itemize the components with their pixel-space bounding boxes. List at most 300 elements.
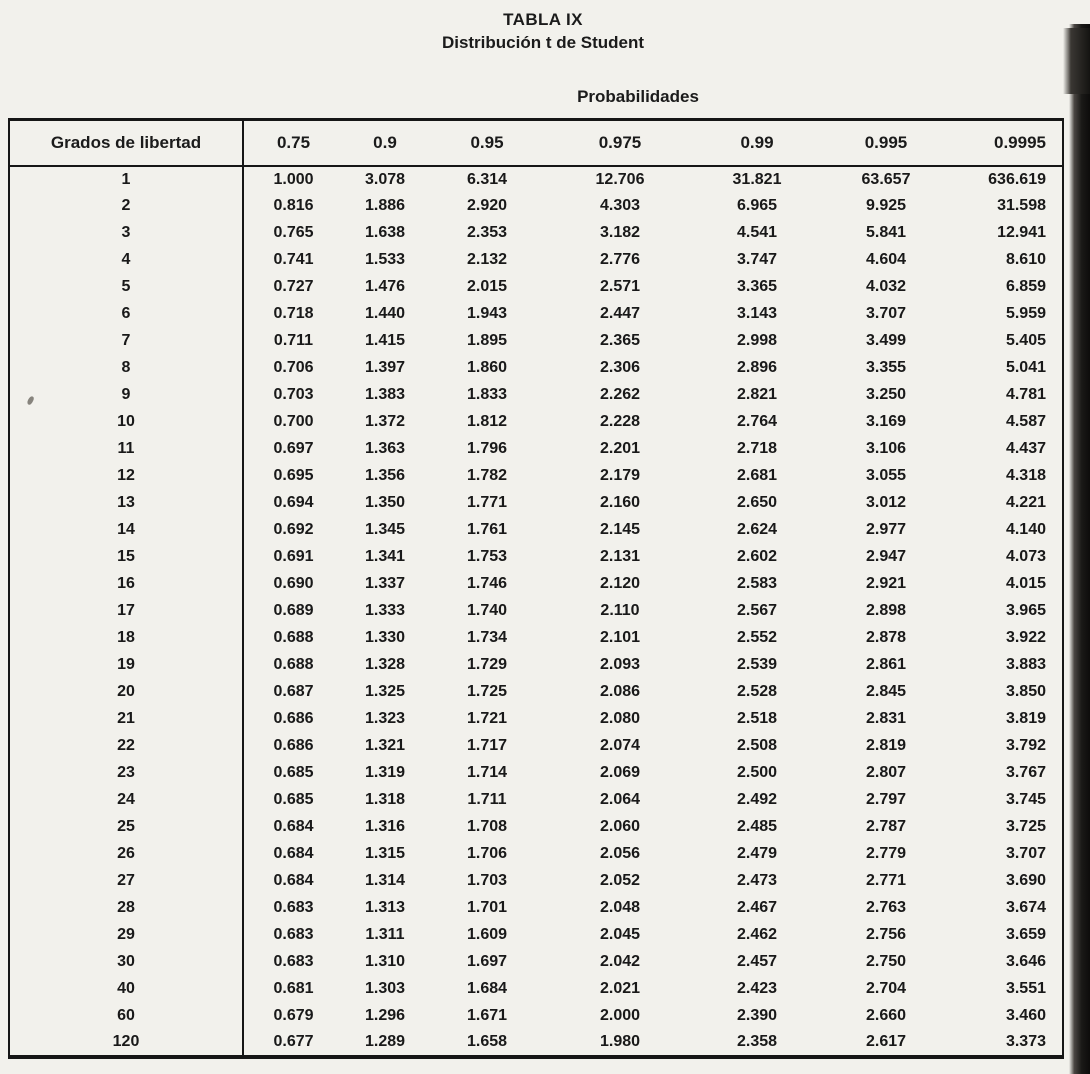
value-cell: 1.701: [466, 899, 508, 916]
value-cell: 31.821: [732, 170, 782, 188]
value-cell: 0.689: [273, 602, 314, 619]
value-cell: 1.310: [364, 953, 406, 970]
value-cell: 2.145: [599, 521, 641, 538]
table-row: [9, 1003, 1063, 1030]
df-cell: 26: [9, 841, 243, 868]
value-cell: 4.015: [1005, 575, 1046, 592]
header-row: [9, 120, 1063, 166]
value-cell: 5.405: [1005, 332, 1046, 349]
value-cell: 1.658: [466, 1033, 508, 1050]
value-cell: 1.812: [466, 413, 508, 430]
table-row: [9, 1030, 1063, 1057]
value-cell: 2.552: [736, 629, 778, 646]
value-cell: 2.898: [865, 602, 907, 619]
value-cell: 2.624: [736, 521, 778, 538]
value-cell: 1.860: [466, 359, 508, 376]
value-cell: 0.727: [273, 278, 314, 295]
probabilities-label: Probabilidades: [577, 87, 699, 106]
value-cell: 2.131: [599, 548, 641, 565]
value-cell: 1.313: [364, 899, 406, 916]
value-cell: 1.609: [466, 926, 508, 943]
value-cell: 3.551: [1005, 980, 1046, 997]
table-row: [9, 706, 1063, 733]
value-cell: 4.318: [1005, 467, 1046, 484]
value-cell: 1.315: [364, 845, 406, 862]
value-cell: 1.703: [466, 872, 508, 889]
value-cell: 1.714: [466, 764, 508, 781]
table-row: [9, 868, 1063, 895]
value-cell: 31.598: [997, 197, 1046, 214]
table-row: [9, 841, 1063, 868]
value-cell: 2.750: [865, 953, 907, 970]
prob-column-header: 0.9: [343, 120, 427, 166]
df-cell: 120: [9, 1030, 243, 1057]
table-row: [9, 301, 1063, 328]
df-cell: 29: [9, 922, 243, 949]
value-cell: 1.328: [364, 656, 406, 673]
value-cell: 2.000: [599, 1007, 641, 1024]
value-cell: 2.567: [736, 602, 778, 619]
value-cell: 2.861: [865, 656, 907, 673]
value-cell: 2.447: [599, 305, 641, 322]
value-cell: 0.688: [273, 629, 314, 646]
value-cell: 1.296: [364, 1007, 406, 1024]
value-cell: 1.717: [466, 737, 508, 754]
value-cell: 2.069: [599, 764, 641, 781]
df-cell: 24: [9, 787, 243, 814]
value-cell: 63.657: [861, 170, 911, 188]
value-cell: 1.711: [467, 791, 507, 808]
value-cell: 0.684: [273, 818, 314, 835]
value-cell: 2.485: [736, 818, 778, 835]
value-cell: 1.325: [364, 683, 406, 700]
prob-column-header: 0.75: [243, 120, 343, 166]
value-cell: 3.365: [736, 278, 778, 295]
df-cell: 16: [9, 571, 243, 598]
value-cell: 3.690: [1005, 872, 1046, 889]
value-cell: 3.659: [1005, 926, 1046, 943]
value-cell: 0.685: [273, 791, 314, 808]
value-cell: 1.321: [364, 737, 406, 754]
value-cell: 1.323: [364, 710, 406, 727]
value-cell: 2.074: [599, 737, 641, 754]
value-cell: 2.365: [599, 332, 641, 349]
value-cell: 3.707: [865, 305, 907, 322]
table-row: [9, 760, 1063, 787]
value-cell: 2.583: [736, 575, 778, 592]
table-row: [9, 274, 1063, 301]
value-cell: 2.048: [599, 899, 641, 916]
table-row: [9, 355, 1063, 382]
value-cell: 1.943: [466, 305, 508, 322]
value-cell: 4.437: [1005, 440, 1046, 457]
table-row: [9, 571, 1063, 598]
value-cell: 2.160: [599, 494, 641, 511]
value-cell: 1.729: [466, 656, 508, 673]
value-cell: 2.787: [865, 818, 907, 835]
value-cell: 2.896: [736, 359, 778, 376]
value-cell: 0.679: [273, 1007, 314, 1024]
table-row: [9, 436, 1063, 463]
value-cell: 2.101: [599, 629, 641, 646]
table-row: [9, 544, 1063, 571]
table-row: [9, 814, 1063, 841]
value-cell: 2.947: [865, 548, 907, 565]
t-distribution-table: [8, 118, 1064, 1059]
value-cell: 4.604: [865, 251, 907, 268]
value-cell: 1.886: [364, 197, 406, 214]
value-cell: 3.646: [1005, 953, 1046, 970]
value-cell: 2.756: [865, 926, 907, 943]
value-cell: 3.767: [1005, 764, 1046, 781]
value-cell: 1.319: [364, 764, 406, 781]
value-cell: 2.132: [466, 251, 508, 268]
prob-column-header: 0.9995: [951, 120, 1063, 166]
value-cell: 1.746: [466, 575, 508, 592]
value-cell: 3.965: [1005, 602, 1046, 619]
value-cell: 2.492: [736, 791, 778, 808]
value-cell: 2.660: [865, 1007, 907, 1024]
value-cell: 1.311: [365, 926, 405, 943]
df-cell: 6: [9, 301, 243, 328]
value-cell: 2.353: [466, 224, 508, 241]
value-cell: 1.753: [466, 548, 508, 565]
value-cell: 1.796: [466, 440, 508, 457]
df-cell: 22: [9, 733, 243, 760]
value-cell: 3.460: [1005, 1007, 1046, 1024]
page-subtitle: Distribución t de Student: [441, 33, 645, 52]
value-cell: 3.792: [1005, 737, 1046, 754]
value-cell: 0.687: [273, 683, 314, 700]
df-cell: 5: [9, 274, 243, 301]
df-cell: 9: [9, 382, 243, 409]
value-cell: 0.711: [273, 332, 314, 349]
df-cell: 7: [9, 328, 243, 355]
value-cell: 3.169: [865, 413, 907, 430]
df-cell: 3: [9, 220, 243, 247]
value-cell: 2.228: [599, 413, 641, 430]
value-cell: 3.055: [865, 467, 907, 484]
value-cell: 1.782: [466, 467, 508, 484]
table-row: [9, 679, 1063, 706]
value-cell: 2.080: [599, 710, 641, 727]
value-cell: 2.617: [865, 1033, 907, 1050]
df-column-header: Grados de libertad: [9, 120, 243, 166]
value-cell: 2.179: [599, 467, 641, 484]
value-cell: 4.221: [1005, 494, 1046, 511]
value-cell: 2.797: [865, 791, 907, 808]
value-cell: 3.182: [599, 224, 641, 241]
value-cell: 0.694: [273, 494, 314, 511]
df-cell: 14: [9, 517, 243, 544]
table-row: [9, 976, 1063, 1003]
table-row: [9, 949, 1063, 976]
value-cell: 1.725: [466, 683, 508, 700]
value-cell: 1.740: [466, 602, 508, 619]
value-cell: 2.042: [599, 953, 641, 970]
value-cell: 2.539: [736, 656, 778, 673]
value-cell: 1.356: [364, 467, 406, 484]
value-cell: 1.895: [466, 332, 508, 349]
value-cell: 2.500: [736, 764, 778, 781]
value-cell: 2.704: [865, 980, 907, 997]
value-cell: 1.372: [364, 413, 406, 430]
df-cell: 21: [9, 706, 243, 733]
value-cell: 0.685: [273, 764, 314, 781]
prob-column-header: 0.95: [427, 120, 547, 166]
prob-column-header: 0.975: [547, 120, 693, 166]
value-cell: 0.700: [273, 413, 314, 430]
value-cell: 1.415: [364, 332, 406, 349]
page-edge-shadow: [1069, 24, 1090, 1074]
value-cell: 1.533: [364, 251, 406, 268]
value-cell: 2.358: [736, 1033, 778, 1050]
value-cell: 3.355: [865, 359, 907, 376]
value-cell: 1.771: [466, 494, 508, 511]
df-cell: 27: [9, 868, 243, 895]
value-cell: 1.638: [364, 224, 406, 241]
value-cell: 4.303: [599, 197, 641, 214]
value-cell: 5.041: [1005, 359, 1046, 376]
value-cell: 3.012: [865, 494, 907, 511]
value-cell: 4.587: [1005, 413, 1046, 430]
value-cell: 2.602: [736, 548, 778, 565]
value-cell: 1.833: [466, 386, 508, 403]
value-cell: 0.703: [273, 386, 314, 403]
table-row: [9, 598, 1063, 625]
table-row: [9, 247, 1063, 274]
value-cell: 0.695: [273, 467, 314, 484]
value-cell: 1.303: [364, 980, 406, 997]
value-cell: 2.086: [599, 683, 641, 700]
df-cell: 20: [9, 679, 243, 706]
value-cell: 3.707: [1005, 845, 1046, 862]
table-row: [9, 490, 1063, 517]
df-cell: 60: [9, 1003, 243, 1030]
table-row: [9, 733, 1063, 760]
value-cell: 0.765: [273, 224, 314, 241]
value-cell: 0.683: [273, 926, 314, 943]
value-cell: 1.440: [364, 305, 406, 322]
value-cell: 3.078: [364, 170, 406, 188]
value-cell: 0.684: [273, 872, 314, 889]
value-cell: 0.741: [273, 251, 314, 268]
value-cell: 1.706: [466, 845, 508, 862]
value-cell: 1.330: [364, 629, 406, 646]
table-row: [9, 625, 1063, 652]
value-cell: 2.878: [865, 629, 907, 646]
value-cell: 0.683: [273, 953, 314, 970]
table-row: [9, 652, 1063, 679]
value-cell: 2.462: [736, 926, 778, 943]
df-cell: 19: [9, 652, 243, 679]
value-cell: 2.681: [736, 467, 778, 484]
table-body: [9, 166, 1063, 1057]
value-cell: 0.816: [273, 197, 314, 214]
page-title: TABLA IX: [503, 10, 583, 29]
df-cell: 10: [9, 409, 243, 436]
value-cell: 2.060: [599, 818, 641, 835]
value-cell: 2.831: [865, 710, 907, 727]
value-cell: 3.922: [1005, 629, 1046, 646]
value-cell: 2.821: [736, 386, 778, 403]
value-cell: 1.337: [364, 575, 406, 592]
value-cell: 2.977: [865, 521, 907, 538]
value-cell: 2.779: [865, 845, 907, 862]
value-cell: 2.262: [599, 386, 641, 403]
prob-column-header: 0.995: [821, 120, 951, 166]
value-cell: 0.681: [273, 980, 314, 997]
table-row: [9, 517, 1063, 544]
df-cell: 11: [9, 436, 243, 463]
value-cell: 1.671: [466, 1007, 508, 1024]
df-cell: 15: [9, 544, 243, 571]
value-cell: 2.467: [736, 899, 778, 916]
value-cell: 2.093: [599, 656, 641, 673]
df-cell: 17: [9, 598, 243, 625]
value-cell: 1.697: [466, 953, 508, 970]
value-cell: 3.373: [1005, 1033, 1046, 1050]
table-row: [9, 166, 1063, 193]
value-cell: 3.499: [865, 332, 907, 349]
value-cell: 0.692: [273, 521, 314, 538]
value-cell: 2.457: [736, 953, 778, 970]
value-cell: 0.677: [273, 1033, 314, 1050]
value-cell: 3.143: [736, 305, 778, 322]
df-cell: 18: [9, 625, 243, 652]
value-cell: 0.718: [273, 305, 314, 322]
df-cell: 13: [9, 490, 243, 517]
value-cell: 5.959: [1005, 305, 1046, 322]
value-cell: 1.289: [364, 1033, 406, 1050]
df-cell: 30: [9, 949, 243, 976]
value-cell: 2.052: [599, 872, 641, 889]
value-cell: 3.747: [736, 251, 778, 268]
value-cell: 1.316: [364, 818, 406, 835]
value-cell: 2.776: [599, 251, 641, 268]
table-row: [9, 895, 1063, 922]
value-cell: 1.708: [466, 818, 508, 835]
value-cell: 0.683: [273, 899, 314, 916]
value-cell: 12.941: [997, 224, 1046, 241]
value-cell: 3.674: [1005, 899, 1046, 916]
value-cell: 2.423: [736, 980, 778, 997]
page-edge-shadow-top: [1063, 28, 1090, 94]
df-cell: 25: [9, 814, 243, 841]
value-cell: 0.684: [273, 845, 314, 862]
value-cell: 12.706: [595, 170, 645, 188]
value-cell: 6.859: [1005, 278, 1046, 295]
value-cell: 2.650: [736, 494, 778, 511]
value-cell: 4.781: [1005, 386, 1046, 403]
value-cell: 2.021: [599, 980, 641, 997]
table-row: [9, 463, 1063, 490]
value-cell: 2.921: [865, 575, 907, 592]
value-cell: 2.045: [599, 926, 641, 943]
value-cell: 1.350: [364, 494, 406, 511]
value-cell: 0.686: [273, 710, 314, 727]
value-cell: 1.980: [599, 1033, 641, 1050]
value-cell: 6.314: [466, 170, 508, 188]
value-cell: 2.306: [599, 359, 641, 376]
value-cell: 3.850: [1005, 683, 1046, 700]
value-cell: 0.690: [273, 575, 314, 592]
df-cell: 40: [9, 976, 243, 1003]
value-cell: 2.718: [736, 440, 778, 457]
value-cell: 0.691: [273, 548, 314, 565]
value-cell: 2.998: [736, 332, 778, 349]
value-cell: 5.841: [865, 224, 907, 241]
value-cell: 2.015: [466, 278, 508, 295]
value-cell: 2.064: [599, 791, 641, 808]
df-cell: 23: [9, 760, 243, 787]
value-cell: 1.318: [364, 791, 406, 808]
value-cell: 1.734: [466, 629, 508, 646]
value-cell: 1.684: [466, 980, 508, 997]
value-cell: 9.925: [865, 197, 907, 214]
value-cell: 4.032: [865, 278, 907, 295]
value-cell: 2.819: [865, 737, 907, 754]
value-cell: 1.761: [466, 521, 508, 538]
value-cell: 2.390: [736, 1007, 778, 1024]
value-cell: 2.518: [736, 710, 778, 727]
value-cell: 2.807: [865, 764, 907, 781]
value-cell: 1.383: [364, 386, 406, 403]
table-row: [9, 922, 1063, 949]
value-cell: 636.619: [988, 170, 1046, 188]
table-row: [9, 220, 1063, 247]
value-cell: 2.764: [736, 413, 778, 430]
value-cell: 2.473: [736, 872, 778, 889]
value-cell: 1.397: [364, 359, 406, 376]
value-cell: 2.056: [599, 845, 641, 862]
value-cell: 2.508: [736, 737, 778, 754]
value-cell: 4.541: [736, 224, 778, 241]
value-cell: 0.706: [273, 359, 314, 376]
value-cell: 1.363: [364, 440, 406, 457]
df-cell: 4: [9, 247, 243, 274]
df-cell: 12: [9, 463, 243, 490]
value-cell: 1.000: [273, 170, 314, 188]
table-row: [9, 787, 1063, 814]
value-cell: 1.476: [364, 278, 406, 295]
value-cell: 1.721: [466, 710, 508, 727]
value-cell: 4.140: [1005, 521, 1046, 538]
value-cell: 3.725: [1005, 818, 1046, 835]
df-cell: 1: [9, 166, 243, 193]
value-cell: 3.883: [1005, 656, 1046, 673]
value-cell: 3.745: [1005, 791, 1046, 808]
value-cell: 2.845: [865, 683, 907, 700]
value-cell: 1.345: [364, 521, 406, 538]
table-row: [9, 409, 1063, 436]
value-cell: 6.965: [736, 197, 778, 214]
prob-column-header: 0.99: [693, 120, 821, 166]
df-cell: 8: [9, 355, 243, 382]
value-cell: 8.610: [1005, 251, 1046, 268]
value-cell: 2.201: [599, 440, 641, 457]
df-cell: 2: [9, 193, 243, 220]
value-cell: 1.314: [364, 872, 406, 889]
value-cell: 2.763: [865, 899, 907, 916]
value-cell: 0.688: [273, 656, 314, 673]
table-row: [9, 382, 1063, 409]
value-cell: 2.771: [865, 872, 907, 889]
value-cell: 3.106: [865, 440, 907, 457]
value-cell: 1.341: [364, 548, 406, 565]
value-cell: 4.073: [1005, 548, 1046, 565]
value-cell: 2.110: [600, 602, 640, 619]
